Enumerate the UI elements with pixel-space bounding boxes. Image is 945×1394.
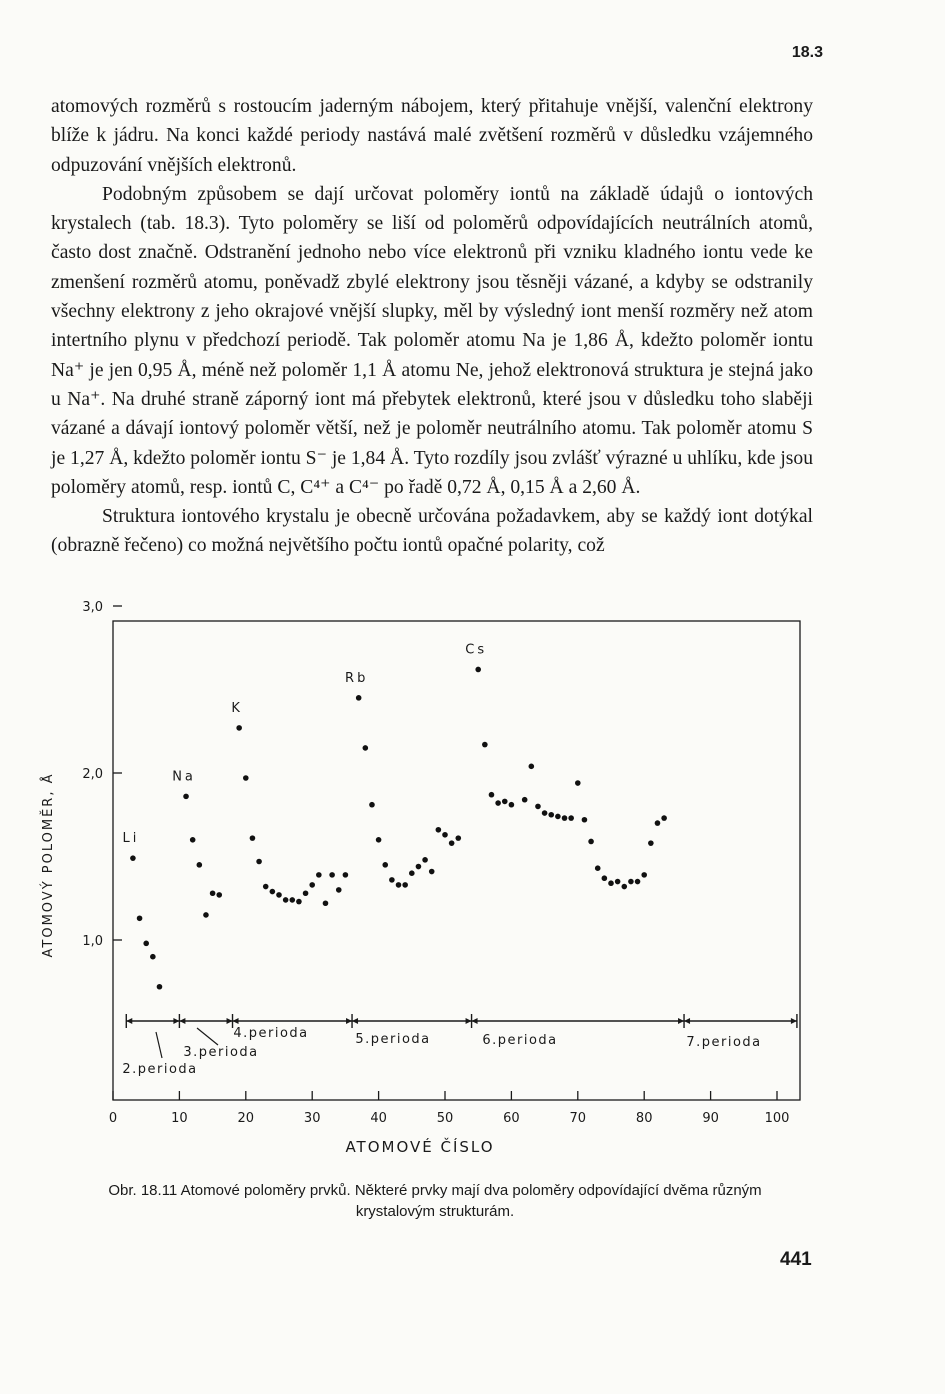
data-point — [641, 872, 647, 878]
data-point — [276, 892, 282, 898]
data-point — [137, 915, 143, 921]
data-point — [416, 864, 422, 870]
data-point — [309, 882, 315, 888]
x-tick-label: 0 — [108, 1111, 118, 1126]
plot-border — [113, 621, 800, 1100]
period-label: 3.perioda — [183, 1045, 259, 1060]
y-tick-label: 1,0 — [82, 934, 103, 949]
y-axis-title: ATOMOVÝ POLOMĚR, Å — [41, 772, 56, 958]
data-point — [263, 884, 269, 890]
period-ruler — [122, 1014, 797, 1077]
x-tick-label: 40 — [370, 1111, 387, 1126]
data-point — [422, 857, 428, 863]
element-label: K — [231, 700, 243, 716]
data-point — [250, 835, 256, 841]
data-point — [150, 954, 156, 960]
data-point — [336, 887, 342, 893]
data-point — [568, 815, 574, 821]
data-point — [555, 814, 561, 820]
data-point — [130, 855, 136, 861]
period-arrowhead — [227, 1018, 233, 1024]
period-arrowhead — [179, 1018, 185, 1024]
x-tick-label: 10 — [171, 1111, 188, 1126]
data-point — [615, 879, 621, 885]
data-point — [316, 872, 322, 878]
element-label: Rb — [345, 670, 369, 686]
period-arrowhead — [352, 1018, 358, 1024]
element-labels — [122, 642, 487, 846]
data-point — [635, 879, 641, 885]
data-point — [303, 890, 309, 896]
data-point — [323, 900, 329, 906]
x-tick-label: 20 — [237, 1111, 255, 1126]
data-point — [356, 695, 362, 701]
x-tick-label: 60 — [503, 1111, 520, 1126]
caption-text: Obr. 18.11 Atomové poloměry prvků. Některé prvky mají dva poloměry odpovídající dvěma různým krystalovým strukturám. — [108, 1182, 762, 1220]
data-point — [509, 802, 515, 808]
data-point — [382, 862, 388, 868]
period-arrowhead — [791, 1018, 797, 1024]
data-point — [409, 870, 415, 876]
period-label: 5.perioda — [355, 1032, 431, 1047]
data-point — [595, 865, 601, 871]
data-point — [602, 875, 608, 881]
period-arrowhead — [346, 1018, 352, 1024]
period-arrowhead — [472, 1018, 478, 1024]
data-point — [575, 780, 581, 786]
x-tick-label: 50 — [436, 1111, 454, 1126]
element-label: Cs — [465, 642, 488, 658]
period-leader — [197, 1028, 218, 1045]
y-tick-label: 2,0 — [82, 767, 103, 782]
data-point — [628, 879, 634, 885]
body-text — [51, 92, 813, 561]
figure-caption — [50, 1180, 820, 1222]
data-point — [376, 837, 382, 843]
data-points — [130, 667, 667, 990]
data-point — [489, 792, 495, 798]
period-leader — [156, 1032, 162, 1058]
data-point — [190, 837, 196, 843]
period-label: 7.perioda — [686, 1035, 762, 1050]
data-point — [522, 797, 528, 803]
data-point — [343, 872, 349, 878]
data-point — [562, 815, 568, 821]
data-point — [429, 869, 435, 875]
data-point — [548, 812, 554, 818]
page-number: 441 — [780, 1249, 812, 1270]
data-point — [608, 880, 614, 886]
x-tick-label: 100 — [764, 1111, 790, 1126]
data-point — [369, 802, 375, 808]
data-point — [270, 889, 276, 895]
data-point — [475, 667, 481, 673]
element-label: Na — [172, 769, 196, 785]
data-point — [243, 775, 249, 781]
data-point — [210, 890, 216, 896]
data-point — [621, 884, 627, 890]
data-point — [442, 832, 448, 838]
data-point — [183, 794, 189, 800]
data-point — [535, 804, 541, 810]
data-point — [363, 745, 369, 751]
period-arrowhead — [233, 1018, 239, 1024]
x-tick-label: 70 — [569, 1111, 587, 1126]
data-point — [655, 820, 661, 826]
data-point — [661, 815, 667, 821]
data-point — [436, 827, 442, 833]
data-point — [256, 859, 262, 865]
data-point — [283, 897, 289, 903]
section-number: 18.3 — [791, 44, 823, 61]
period-arrowhead — [466, 1018, 472, 1024]
data-point — [203, 912, 209, 918]
period-arrowhead — [678, 1018, 684, 1024]
data-point — [329, 872, 335, 878]
data-point — [402, 882, 408, 888]
data-point — [289, 897, 295, 903]
period-label: 6.perioda — [482, 1033, 558, 1048]
period-arrowhead — [173, 1018, 179, 1024]
data-point — [542, 810, 548, 816]
data-point — [502, 799, 508, 805]
element-label: Li — [122, 831, 140, 847]
paragraph: atomových rozměrů s rostoucím jaderným nábojem, který přitahuje vnější, valenční elektrony blíže k jádru. Na konci každé periody nastává malé zvětšení rozměrů v důsledku vzájemného odpuzování vnějších elektronů. — [51, 96, 813, 176]
data-point — [529, 764, 535, 770]
period-label: 4.perioda — [233, 1026, 309, 1041]
data-point — [216, 892, 222, 898]
data-point — [197, 862, 203, 868]
data-point — [449, 840, 455, 846]
x-tick-label: 90 — [702, 1111, 719, 1126]
data-point — [455, 835, 461, 841]
x-tick-label: 80 — [635, 1111, 653, 1126]
data-point — [495, 800, 501, 806]
data-point — [143, 941, 149, 947]
period-arrowhead — [126, 1018, 132, 1024]
data-point — [157, 984, 163, 990]
data-point — [296, 899, 302, 905]
y-tick-label: 3,0 — [82, 600, 103, 615]
period-arrowhead — [684, 1018, 690, 1024]
data-point — [396, 882, 402, 888]
plot-frame — [113, 621, 800, 1100]
paragraph: Podobným způsobem se dají určovat poloměry iontů na základě údajů o iontových krystalech (tab. 18.3). Tyto poloměry se liší od poloměrů odpovídajících neutrálních atomů, často dost značně. Odstranění jednoho nebo více elektronů při vzniku kladného iontu vede ke zmenšení rozměrů atomu, poněvadž zbylé elektrony jsou těsněji vázané, a kdyby se odstranily všechny elektrony z jeho okrajové vnější slupky, měl by výsledný iont menší rozměry než atom intertního plynu v předchozí periodě. Tak poloměr atomu Na je 1,86 Å, kdežto poloměr iontu Na⁺ je jen 0,95 Å, méně než poloměr 1,1 Å atomu Ne, jehož elektronová struktura je stejná jako u Na⁺. Na druhé straně záporný iont má přebytek elektronů, které jsou v důsledku toho slaběji vázané a dávají iontový poloměr větší, než je poloměr neutrálního atomu. Tak poloměr atomu S je 1,27 Å, kdežto poloměr iontu S⁻ je 1,84 Å. Tyto rozdíly jsou zvlášť výrazné u uhlíku, kde jsou poloměry atomů, resp. iontů C, C⁴⁺ a C⁴⁻ po řadě 0,72 Å, 0,15 Å a 2,60 Å. — [51, 183, 813, 498]
paragraph: Struktura iontového krystalu je obecně určována požadavkem, aby se každý iont dotýkal (obrazně řečeno) co možná největšího počtu iontů opačné polarity, což — [51, 506, 813, 557]
x-axis-title: ATOMOVÉ ČÍSLO — [345, 1138, 495, 1156]
data-point — [236, 725, 242, 731]
data-point — [588, 839, 594, 845]
data-point — [482, 742, 488, 748]
period-label: 2.perioda — [122, 1062, 198, 1077]
atomic-radii-chart — [0, 600, 945, 1180]
data-point — [582, 817, 588, 823]
x-tick-label: 30 — [303, 1111, 321, 1126]
data-point — [389, 877, 395, 883]
data-point — [648, 840, 654, 846]
